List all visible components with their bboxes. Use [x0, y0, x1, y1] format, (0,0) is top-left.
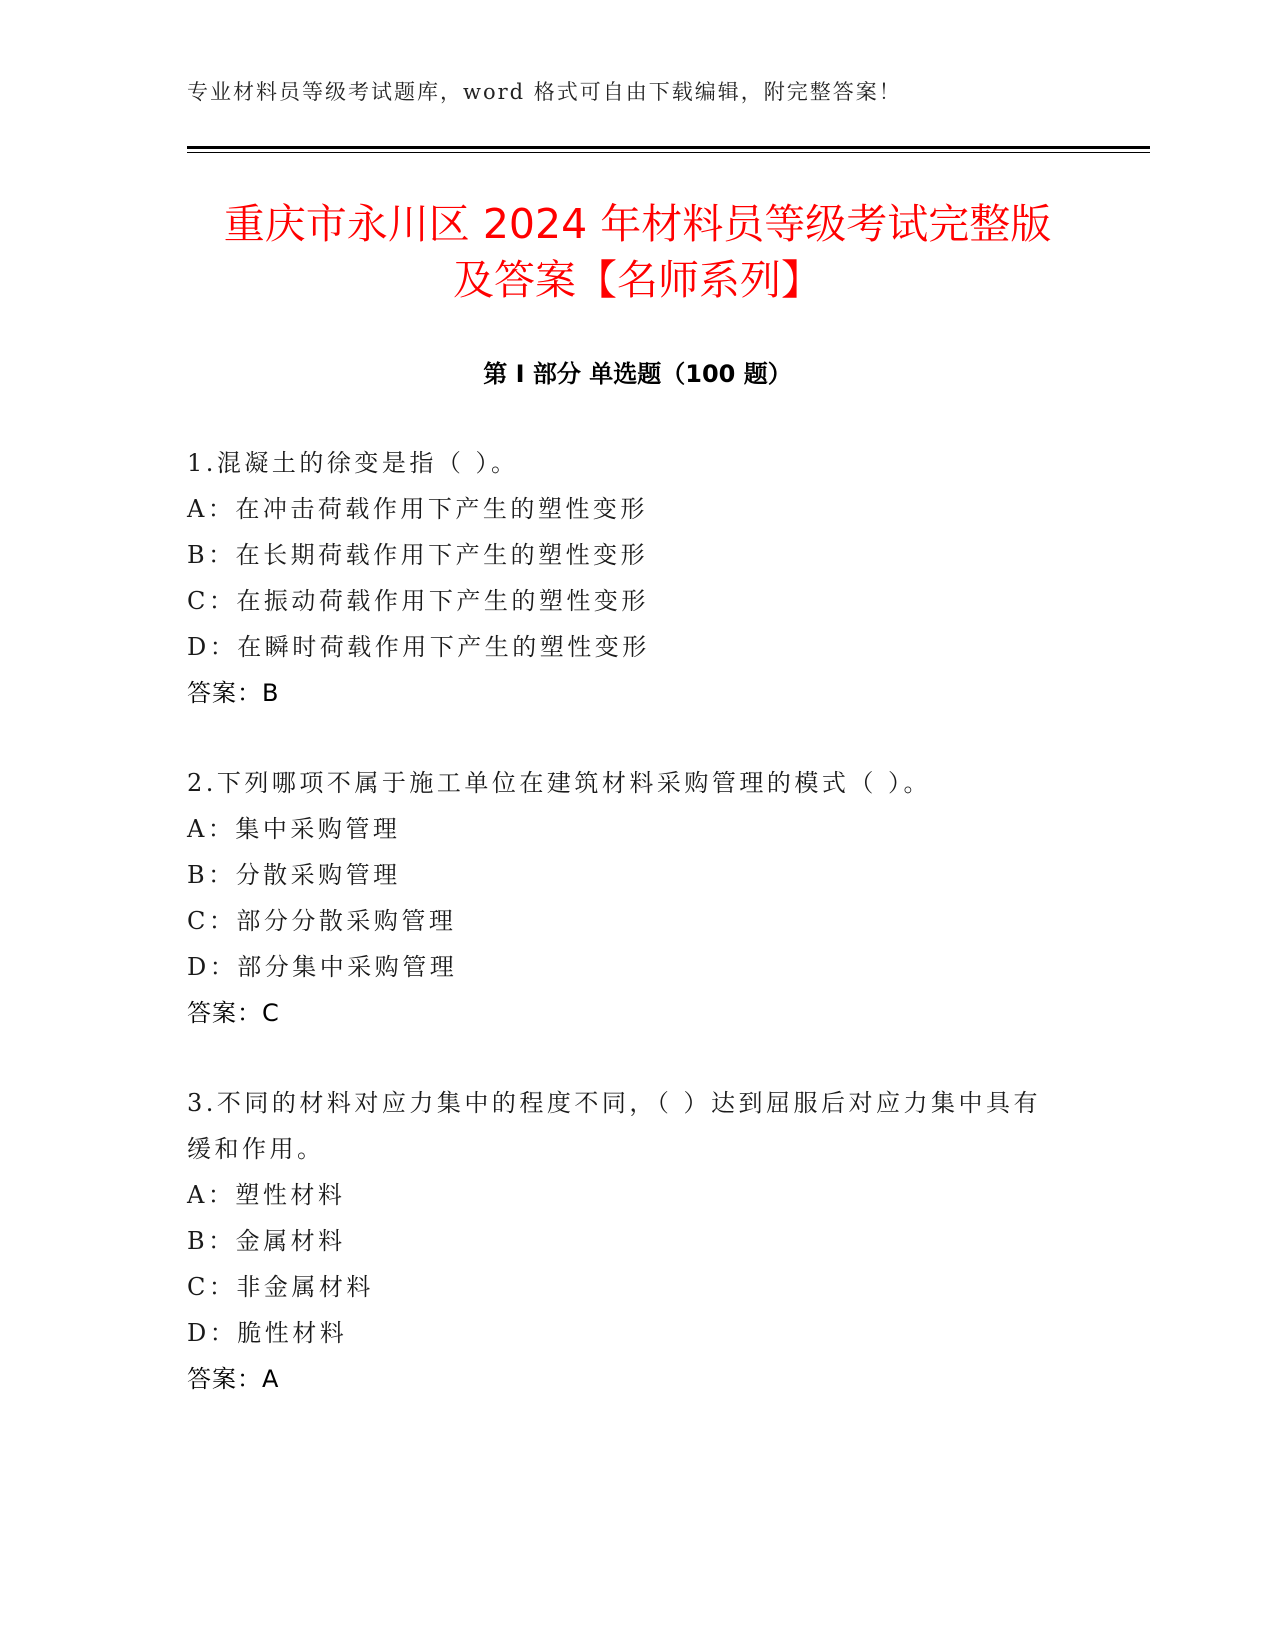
question-item — [187, 1080, 1087, 1402]
option-d: D：脆性材料 — [187, 1319, 348, 1347]
section-heading: 第 I 部分 单选题（100 题） — [483, 360, 792, 388]
header-rule-thick — [187, 146, 1150, 149]
header-note: 专业材料员等级考试题库，word 格式可自由下载编辑，附完整答案！ — [187, 80, 902, 104]
answer-text: 答案：B — [187, 679, 280, 707]
option-a: A：塑性材料 — [187, 1181, 346, 1209]
question-list — [187, 440, 1087, 1446]
title-line-1: 重庆市永川区 2024 年材料员等级考试完整版 — [223, 200, 1052, 248]
option-b: B：在长期荷载作用下产生的塑性变形 — [187, 541, 649, 569]
question-item — [187, 760, 1087, 1036]
option-c: C：非金属材料 — [187, 1273, 374, 1301]
option-c: C：部分分散采购管理 — [187, 907, 457, 935]
question-item — [187, 440, 1087, 716]
option-b: B：分散采购管理 — [187, 861, 401, 889]
option-c: C：在振动荷载作用下产生的塑性变形 — [187, 587, 649, 615]
option-b: B：金属材料 — [187, 1227, 346, 1255]
question-stem: 3.不同的材料对应力集中的程度不同，（ ）达到屈服后对应力集中具有缓和作用。 — [187, 1089, 1042, 1163]
document-title — [150, 196, 1125, 308]
question-stem: 2.下列哪项不属于施工单位在建筑材料采购管理的模式（ ）。 — [187, 769, 932, 797]
answer-text: 答案：C — [187, 999, 280, 1027]
option-a: A：在冲击荷载作用下产生的塑性变形 — [187, 495, 648, 523]
option-d: D：在瞬时荷载作用下产生的塑性变形 — [187, 633, 650, 661]
header-rule-thin — [187, 152, 1150, 153]
option-a: A：集中采购管理 — [187, 815, 401, 843]
title-line-2: 及答案【名师系列】 — [453, 256, 822, 304]
option-d: D：部分集中采购管理 — [187, 953, 458, 981]
question-stem: 1.混凝土的徐变是指（ ）。 — [187, 449, 519, 477]
answer-text: 答案：A — [187, 1365, 280, 1393]
